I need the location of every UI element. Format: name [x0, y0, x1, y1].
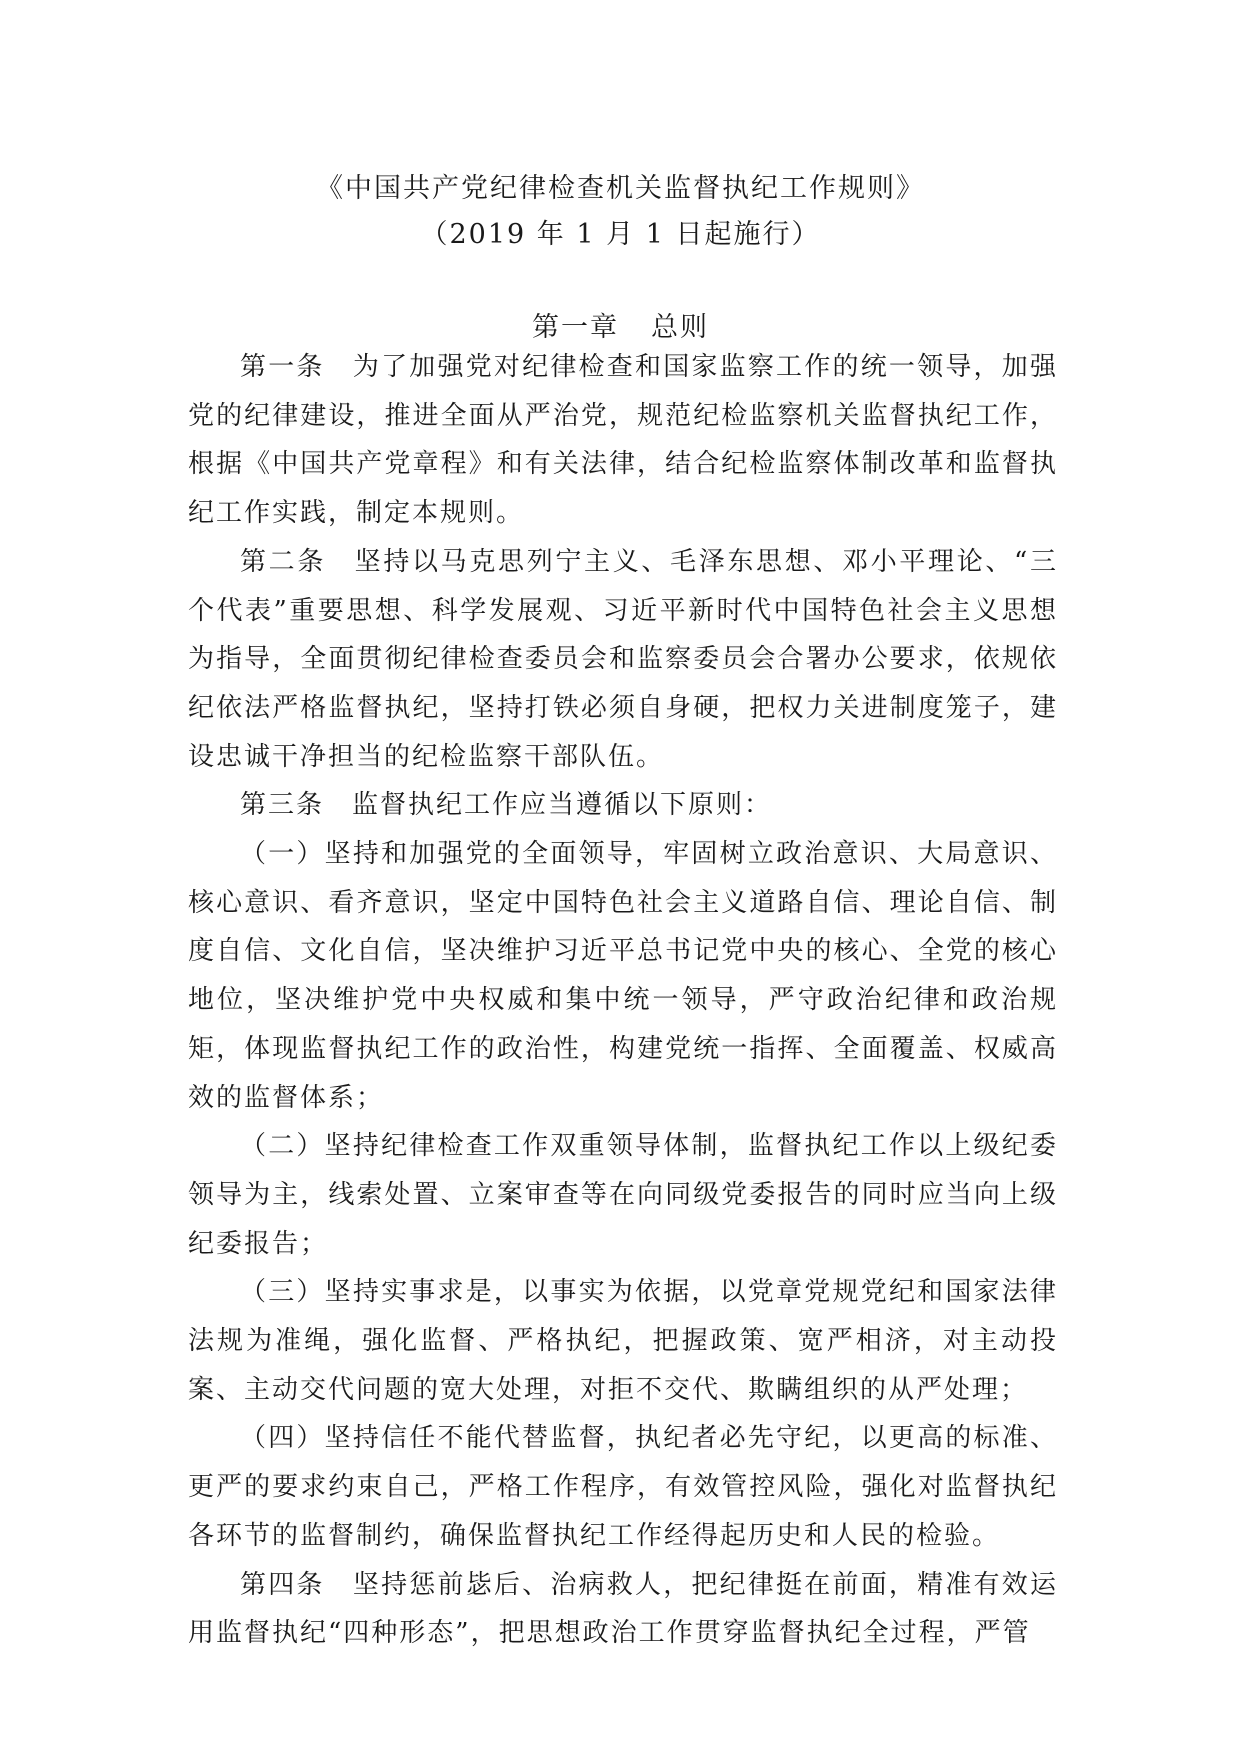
principle-3 — [188, 1268, 1058, 1414]
principle-text: （二）坚持纪律检查工作双重领导体制，监督执纪工作以上级纪委领导为主，线索处置、立案审查等在向同级党委报告的同时应当向上级纪委报告； — [188, 1131, 1058, 1259]
document-body — [188, 343, 1058, 1658]
principle-text: （四）坚持信任不能代替监督，执纪者必先守纪，以更高的标准、更严的要求约束自己，严格工作程序，有效管控风险，强化对监督执纪各环节的监督制约，确保监督执纪工作经得起历史和人民的检验。 — [188, 1423, 1058, 1551]
article-1 — [188, 343, 1058, 538]
principle-text: （一）坚持和加强党的全面领导，牢固树立政治意识、大局意识、核心意识、看齐意识，坚定中国特色社会主义道路自信、理论自信、制度自信、文化自信，坚决维护习近平总书记党中央的核心、全党的核心地位，坚决维护党中央权威和集中统一领导，严守政治纪律和政治规矩，体现监督执纪工作的政治性，构建党统一指挥、全面覆盖、权威高效的监督体系； — [188, 839, 1058, 1113]
article-text: 坚持惩前毖后、治病救人，把纪律挺在前面，精准有效运用监督执纪“四种形态”，把思想政治工作贯穿监督执纪全过程，严管 — [188, 1569, 1058, 1649]
chapter-number: 第一章 — [532, 312, 619, 343]
principle-text: （三）坚持实事求是，以事实为依据，以党章党规党纪和国家法律法规为准绳，强化监督、严格执纪，把握政策、宽严相济，对主动投案、主动交代问题的宽大处理，对拒不交代、欺瞒组织的从严处理； — [188, 1277, 1058, 1405]
principle-2 — [188, 1122, 1058, 1268]
effective-date: （2019 年 1 月 1 日起施行） — [420, 219, 821, 250]
article-label: 第二条 — [240, 546, 327, 577]
principle-4 — [188, 1414, 1058, 1560]
chapter-name: 总则 — [651, 312, 709, 343]
article-4 — [188, 1561, 1058, 1658]
article-text: 为了加强党对纪律检查和国家监察工作的统一领导，加强党的纪律建设，推进全面从严治党，规范纪检监察机关监督执纪工作，根据《中国共产党章程》和有关法律，结合纪检监察体制改革和监督执纪工作实践，制定本规则。 — [188, 352, 1058, 529]
document-title: 《中国共产党纪律检查机关监督执纪工作规则》 — [316, 173, 925, 204]
article-text: 坚持以马克思列宁主义、毛泽东思想、邓小平理论、“三个代表”重要思想、科学发展观、习近平新时代中国特色社会主义思想为指导，全面贯彻纪律检查委员会和监察委员会合署办公要求，依规依纪依法严格监督执纪，坚持打铁必须自身硬，把权力关进制度笼子，建设忠诚干净担当的纪检监察干部队伍。 — [188, 546, 1058, 772]
article-label: 第三条 — [240, 790, 325, 821]
article-3 — [188, 781, 1058, 830]
chapter-heading — [0, 305, 1241, 344]
article-text: 监督执纪工作应当遵循以下原则： — [352, 790, 773, 821]
article-2 — [188, 538, 1058, 782]
principle-1 — [188, 830, 1058, 1122]
article-label: 第四条 — [240, 1569, 325, 1600]
article-label: 第一条 — [240, 352, 325, 382]
